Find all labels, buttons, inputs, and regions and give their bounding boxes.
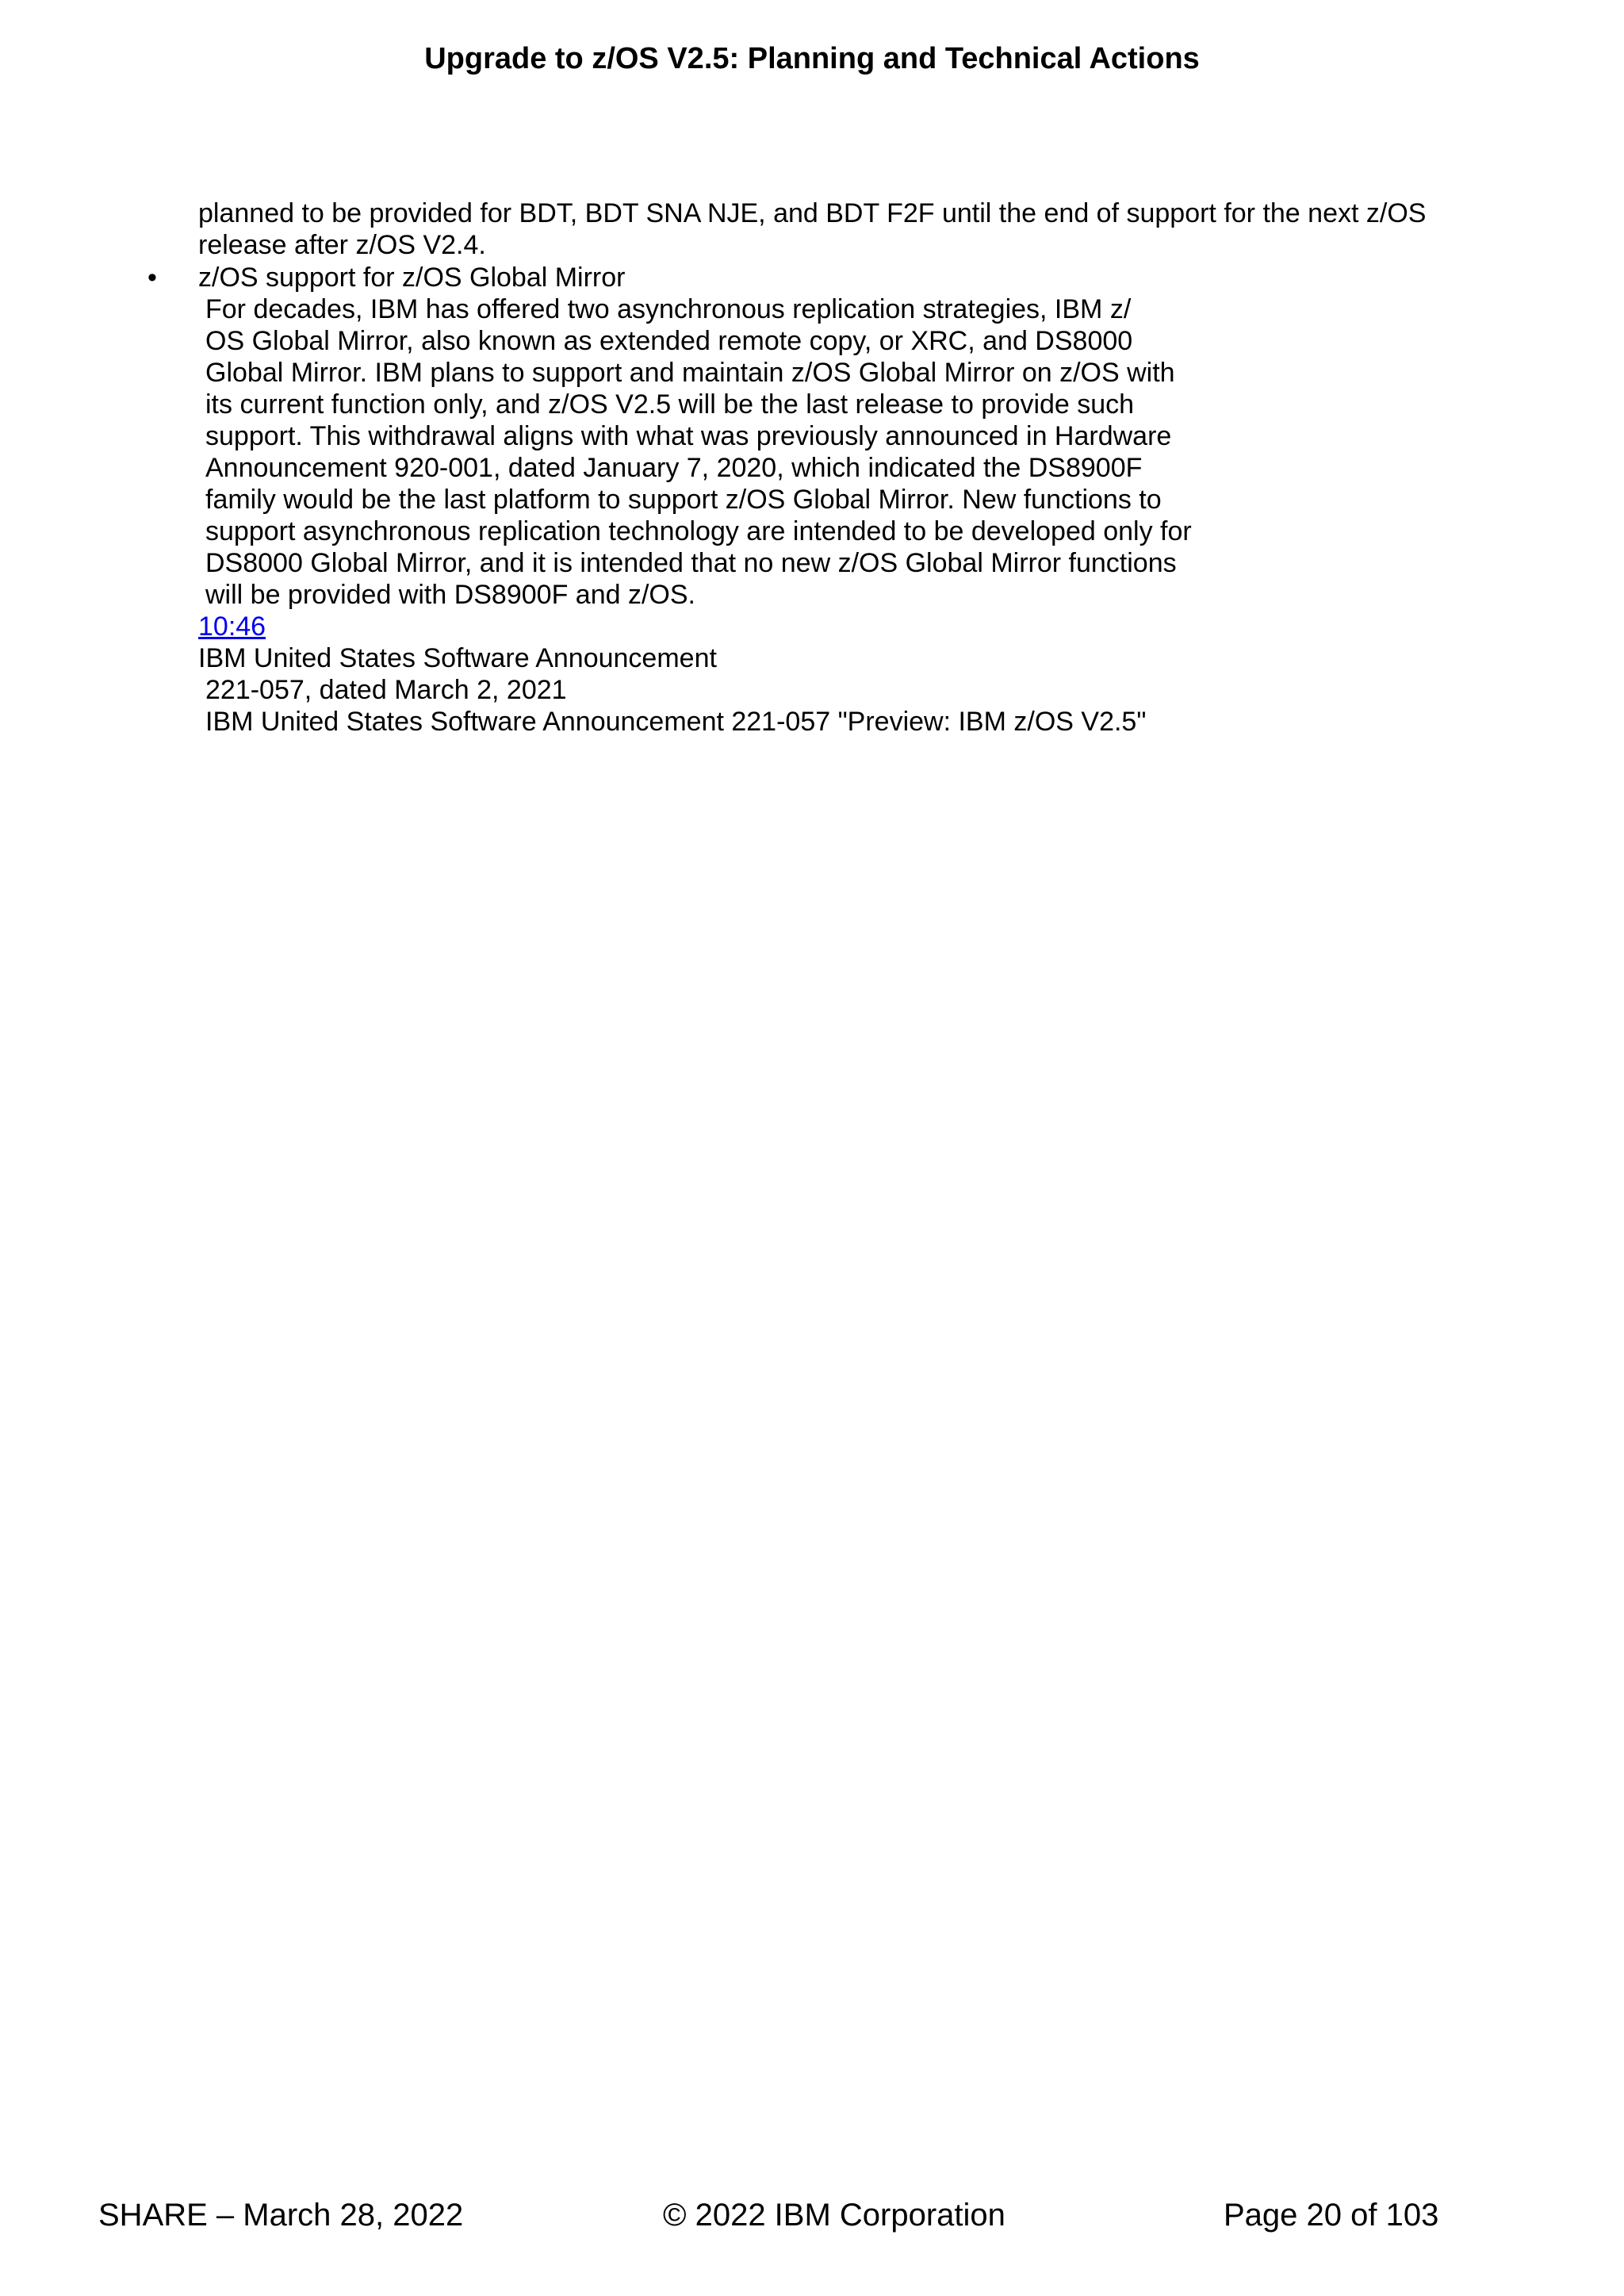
bullet-title: z/OS support for z/OS Global Mirror	[198, 263, 626, 293]
bullet-text-line: For decades, IBM has offered two asynchronous replication strategies, IBM z/	[205, 294, 1132, 324]
reference-line: IBM United States Software Announcement	[198, 643, 717, 673]
body-text-line: planned to be provided for BDT, BDT SNA NJE, and BDT F2F until the end of support for the next z/OS	[198, 198, 1427, 228]
bullet-text-line: its current function only, and z/OS V2.5 will be the last release to provide such	[205, 389, 1135, 420]
bullet-text-line: support asynchronous replication technology are intended to be developed only for	[205, 516, 1192, 546]
timestamp-link[interactable]: 10:46	[198, 611, 266, 642]
footer-left: SHARE – March 28, 2022	[98, 2198, 464, 2233]
body-text-line: release after z/OS V2.4.	[198, 230, 486, 260]
reference-line: IBM United States Software Announcement 221-057 "Preview: IBM z/OS V2.5"	[205, 707, 1147, 737]
reference-line: 221-057, dated March 2, 2021	[205, 675, 567, 705]
footer-right: Page 20 of 103	[1224, 2198, 1439, 2233]
bullet-text-line: support. This withdrawal aligns with what was previously announced in Hardware	[205, 421, 1172, 451]
bullet-text-line: Global Mirror. IBM plans to support and maintain z/OS Global Mirror on z/OS with	[205, 358, 1175, 388]
bullet-icon: •	[147, 263, 157, 293]
bullet-text-line: will be provided with DS8900F and z/OS.	[205, 580, 695, 610]
bullet-text-line: family would be the last platform to support z/OS Global Mirror. New functions to	[205, 485, 1162, 515]
bullet-text-line: DS8000 Global Mirror, and it is intended that no new z/OS Global Mirror functions	[205, 548, 1177, 578]
page-header: Upgrade to z/OS V2.5: Planning and Technical Actions	[424, 42, 1200, 75]
footer-center: © 2022 IBM Corporation	[663, 2198, 1005, 2233]
bullet-text-line: OS Global Mirror, also known as extended remote copy, or XRC, and DS8000	[205, 326, 1133, 356]
bullet-text-line: Announcement 920-001, dated January 7, 2020, which indicated the DS8900F	[205, 453, 1143, 483]
